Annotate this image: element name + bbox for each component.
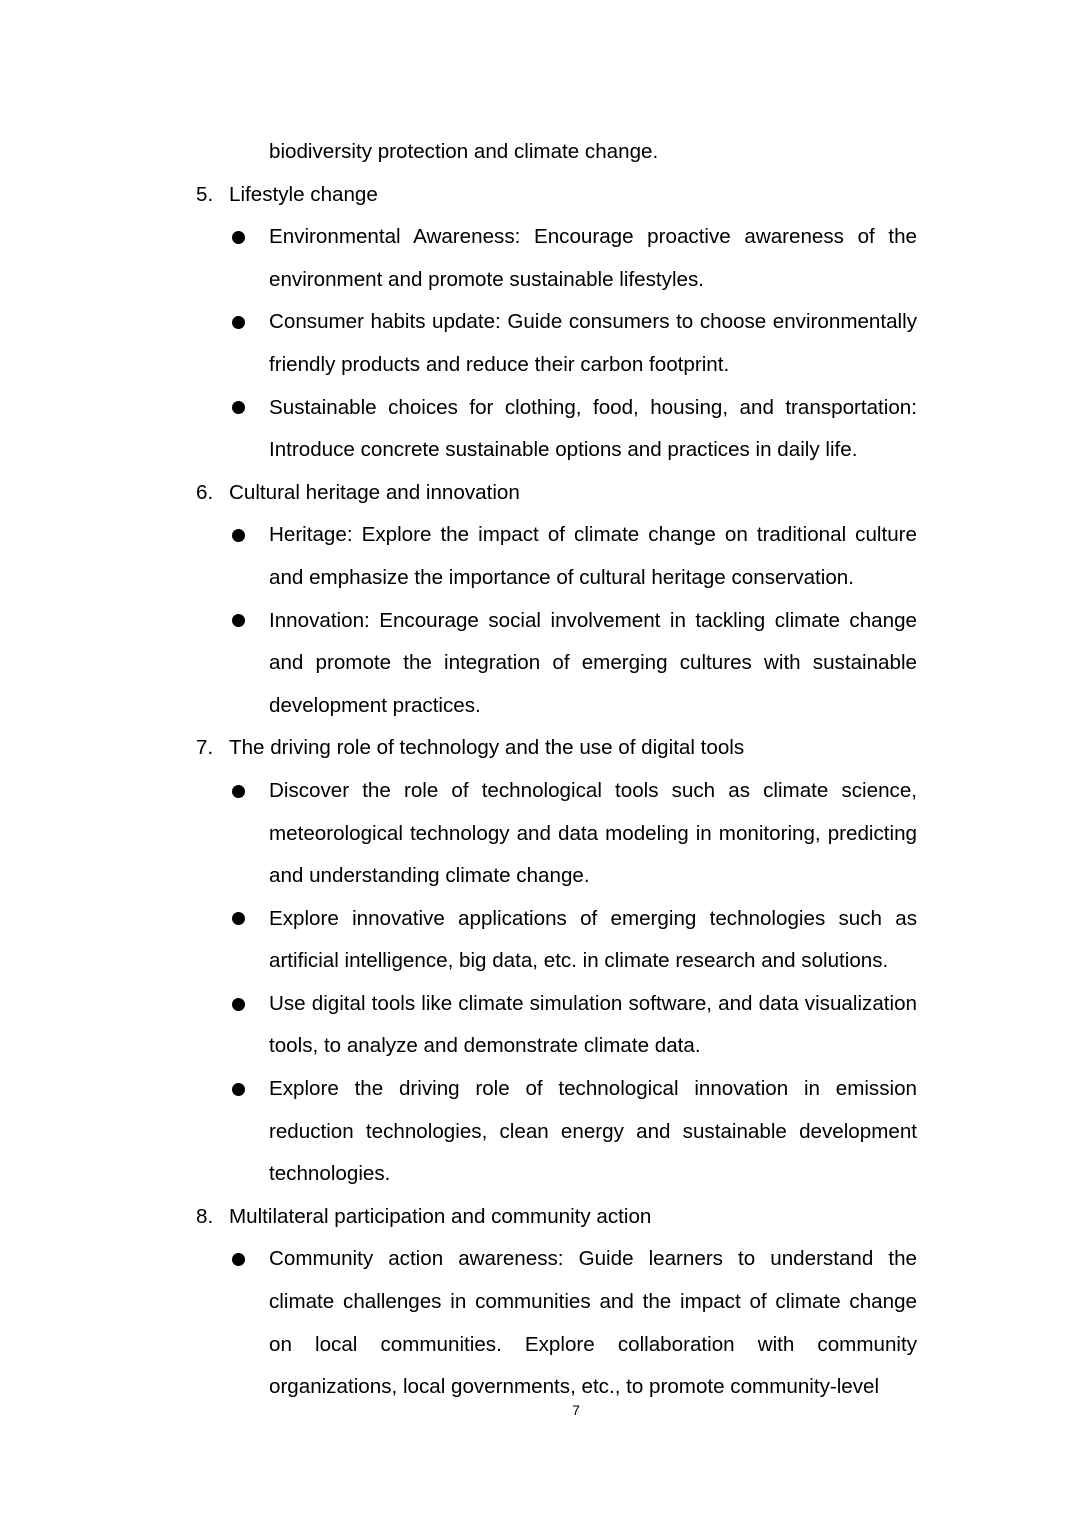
bullet-text: Environmental Awareness: Encourage proactive awareness of the environment and promote sustainable lifestyles. — [269, 225, 917, 291]
bullet-item — [196, 1068, 917, 1196]
bullet-item — [196, 514, 917, 599]
bullet-item — [196, 770, 917, 898]
bullet-dot-icon — [232, 231, 245, 244]
document-body — [196, 131, 917, 1409]
bullet-text: Innovation: Encourage social involvement in tackling climate change and promote the integration of emerging cultures with sustainable development practices. — [269, 608, 917, 717]
bullet-text: Community action awareness: Guide learners to understand the climate challenges in communities and the impact of climate change on local communities. Explore collaboration with community organizations, local governments, etc., to promote community-level — [269, 1247, 917, 1399]
section-heading — [196, 727, 917, 770]
bullet-dot-icon — [232, 401, 245, 414]
bullet-dot-icon — [232, 785, 245, 798]
bullet-dot-icon — [232, 998, 245, 1011]
section-number: 6. — [196, 480, 214, 504]
bullet-item — [196, 387, 917, 472]
bullet-item — [196, 1238, 917, 1408]
bullet-dot-icon — [232, 1083, 245, 1096]
bullet-item — [196, 301, 917, 386]
bullet-item — [196, 898, 917, 983]
bullet-dot-icon — [232, 614, 245, 627]
bullet-text: Explore innovative applications of emerging technologies such as artificial intelligence, big data, etc. in climate research and solutions. — [269, 906, 917, 973]
bullet-dot-icon — [232, 316, 245, 329]
bullet-dot-icon — [232, 529, 245, 542]
bullet-item — [196, 983, 917, 1068]
bullet-text: Explore the driving role of technological innovation in emission reduction technologies, clean energy and sustainable development technologies. — [269, 1077, 917, 1186]
section-number: 7. — [196, 736, 214, 760]
bullet-text: Consumer habits update: Guide consumers to choose environmentally friendly products and reduce their carbon footprint. — [269, 310, 917, 376]
section-title: Lifestyle change — [229, 182, 378, 206]
bullet-text: Sustainable choices for clothing, food, housing, and transportation: Introduce concrete sustainable options and practices in daily life. — [269, 395, 917, 462]
section-heading — [196, 472, 917, 515]
bullet-text: Discover the role of technological tools such as climate science, meteorological technology and data modeling in monitoring, predicting and understanding climate change. — [269, 778, 917, 888]
bullet-dot-icon — [232, 912, 245, 925]
bullet-dot-icon — [232, 1253, 245, 1266]
bullet-item — [196, 600, 917, 728]
continuation-line: biodiversity protection and climate change. — [269, 140, 659, 163]
bullet-item — [196, 216, 917, 301]
bullet-text: Use digital tools like climate simulation software, and data visualization tools, to analyze and demonstrate climate data. — [269, 991, 917, 1058]
section-title: Cultural heritage and innovation — [229, 480, 520, 504]
section-number: 5. — [196, 182, 214, 206]
section-title: Multilateral participation and community action — [229, 1204, 652, 1228]
section-number: 8. — [196, 1204, 214, 1228]
section-heading — [196, 1196, 917, 1239]
section-heading — [196, 174, 917, 217]
section-title: The driving role of technology and the use of digital tools — [229, 736, 745, 760]
page-number: 7 — [572, 1402, 580, 1418]
bullet-text: Heritage: Explore the impact of climate change on traditional culture and emphasize the importance of cultural heritage conservation. — [269, 523, 917, 589]
